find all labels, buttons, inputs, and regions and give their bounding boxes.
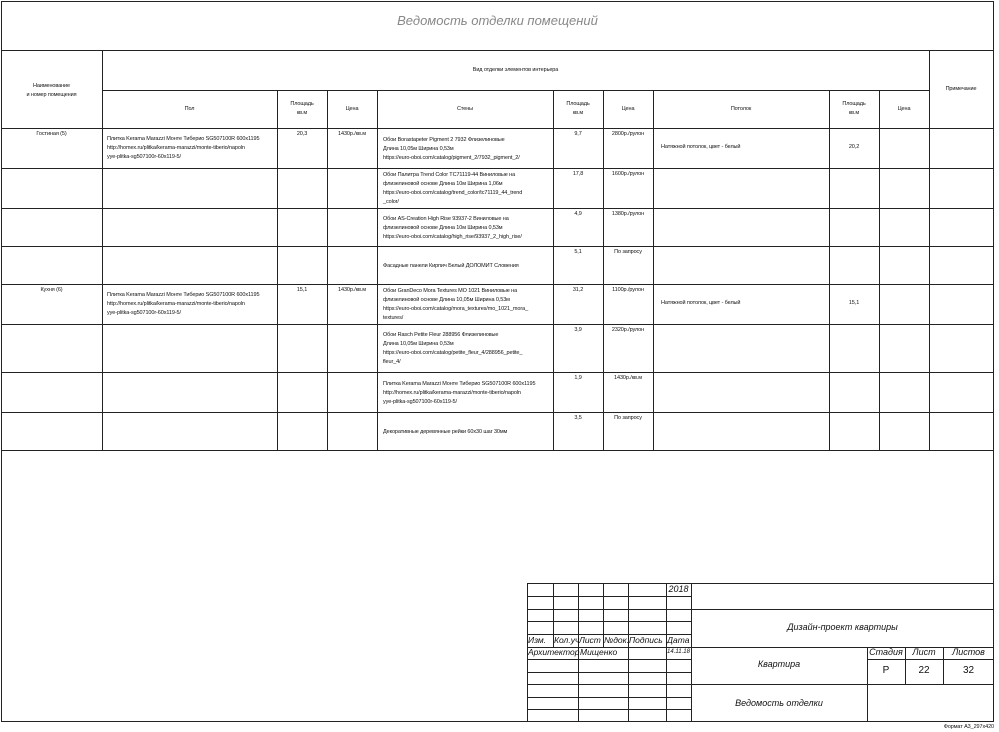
stamp-column-header: Подпись — [629, 635, 663, 645]
wall-material: Обои Rasch Petite Fleur 288956 Флизелиновые Длина 10,05м Ширина 0,53м https://euro-oboi.com/catalog/petite_fleur_4/288956_petite_ fleur_4/ — [383, 332, 523, 365]
grid-line — [603, 90, 604, 450]
grid-line — [1, 284, 994, 285]
stamp-column-header: Лист — [579, 635, 601, 645]
grid-line — [1, 50, 994, 51]
ceiling-material: Натяжной потолок, цвет - белый — [661, 300, 741, 306]
wall-material: Обои GranDeco Mora Textures MO 1021 Виниловые на флизелиновой основе Длина 10,05м Ширина 0,53м https://euro-oboi.com/catalog/mora_textures/mo_1021_mora_ textures/ — [383, 288, 529, 321]
wall-material: Обои AS-Creation High Rise 93937-2 Виниловые на флизелиновой основе Длина 10м Ширина 0,53м https://euro-oboi.com/catalog/high_rise/93937_2_high_rise/ — [383, 215, 522, 240]
header-price: Цена — [621, 106, 635, 112]
floor-price: 1430р./кв.м — [338, 131, 366, 137]
ceiling-area: 20,2 — [848, 144, 860, 150]
wall-price: По запросу — [614, 249, 642, 255]
wall-price: 1600р./рулон — [611, 171, 645, 177]
grid-line — [377, 90, 378, 450]
grid-line — [1, 372, 994, 373]
grid-line — [691, 609, 994, 610]
wall-area: 4,9 — [574, 211, 582, 217]
sheet-title: Ведомость отделки помещений — [397, 13, 598, 28]
floor-material: Плитка Kerama Marazzi Монте Тиберио SG507100R 600х1195 http://homex.ru/plitka/kerama-marazzi/monte-tiberio/napoln yye-plitka-sg507100r-60x119-5/ — [107, 136, 260, 160]
wall-area: 31,2 — [572, 287, 584, 293]
wall-price: 2320р./рулон — [611, 327, 645, 333]
grid-line — [1, 246, 994, 247]
stamp-column-header: Кол.уч — [554, 635, 580, 645]
grid-line — [527, 583, 994, 584]
grid-line — [929, 50, 930, 450]
wall-material: Декоративные деревянные рейки 60х30 шаг 30мм — [383, 428, 508, 435]
header-note: Примечание — [945, 86, 977, 92]
grid-line — [1, 128, 994, 129]
format-label: Формат А3_297х420 — [943, 724, 994, 730]
grid-line — [1, 168, 994, 169]
grid-line — [1, 1, 2, 722]
wall-price: 1100р./рулон — [612, 287, 644, 293]
grid-line — [993, 1, 994, 722]
stamp-person: Мищенко — [580, 647, 618, 657]
grid-line — [1, 450, 994, 451]
room-name: Кухня (6) — [40, 287, 63, 293]
header-price: Цена — [897, 106, 911, 112]
room-name: Гостиная (5) — [36, 131, 67, 137]
wall-area: 1,9 — [574, 375, 582, 381]
floor-price: 1430р./кв.м — [338, 287, 366, 293]
grid-line — [277, 90, 278, 450]
stamp-sheets-label: Листов — [952, 647, 985, 657]
ceiling-area: 15,1 — [848, 300, 860, 306]
wall-material: Обои Borastapeter Pigment 2 7932 Флизелиновые Длина 10,05м Ширина 0,53м https://euro-oboi.com/catalog/pigment_2/7932_pigment_2/ — [383, 136, 520, 161]
grid-line — [867, 647, 868, 721]
ceiling-material: Натяжной потолок, цвет - белый — [661, 144, 741, 150]
grid-line — [1, 324, 994, 325]
grid-line — [527, 721, 691, 722]
grid-line — [879, 90, 880, 450]
grid-line — [1, 208, 994, 209]
stamp-year: 2018 — [668, 584, 689, 594]
wall-area: 9,7 — [574, 131, 582, 137]
wall-area: 3,9 — [574, 327, 582, 333]
grid-line — [327, 90, 328, 450]
grid-line — [691, 684, 994, 685]
wall-area: 5,1 — [574, 249, 582, 255]
stamp-sheet-label: Лист — [912, 647, 936, 657]
grid-line — [578, 659, 579, 721]
grid-line — [1, 721, 994, 722]
floor-area: 15,1 — [296, 287, 308, 293]
wall-price: 1380р./рулон — [611, 211, 645, 217]
wall-price: По запросу — [614, 415, 642, 421]
floor-material: Плитка Kerama Marazzi Монте Тиберио SG507100R 600х1195 http://homex.ru/plitka/kerama-marazzi/monte-tiberio/napoln yye-plitka-sg507100r-60x119-5/ — [107, 292, 260, 316]
header-floor: Пол — [184, 106, 195, 112]
stamp-column-header: №док. — [604, 635, 630, 645]
stamp-project: Дизайн-проект квартиры — [787, 622, 898, 632]
wall-area: 17,8 — [572, 171, 584, 177]
grid-line — [1, 1, 994, 2]
stamp-stage: Р — [882, 665, 890, 676]
stamp-column-header: Дата — [667, 635, 690, 645]
header-price: Цена — [345, 106, 359, 112]
header-room: Наименование и номер помещения — [26, 83, 77, 98]
wall-area: 3,5 — [574, 415, 582, 421]
header-area: Площадь кв.м — [842, 101, 866, 116]
grid-line — [653, 90, 654, 450]
header-finish-group: Вид отделки элементов интерьера — [472, 67, 559, 73]
floor-area: 20,3 — [296, 131, 308, 137]
wall-material: Фасадные панели Кирпич Белый ДОЛОМИТ Словения — [383, 262, 519, 269]
wall-price: 2800р./рулон — [611, 131, 645, 137]
wall-material: Обои Палитра Trend Color TC71119-44 Виниловые на флизелиновой основе Длина 10м Ширина 1,06м https://euro-oboi.com/catalog/trend_color/tc71119_44_trend _color/ — [383, 172, 523, 205]
stamp-stage-label: Стадия — [869, 647, 903, 657]
stamp-sheet: 22 — [918, 665, 930, 676]
stamp-sheet-title: Ведомость отделки — [735, 698, 823, 708]
header-area: Площадь кв.м — [566, 101, 590, 116]
header-ceiling: Потолок — [730, 106, 752, 112]
header-walls: Стены — [457, 106, 473, 112]
header-area: Площадь кв.м — [290, 101, 314, 116]
grid-line — [102, 90, 929, 91]
grid-line — [1, 412, 994, 413]
wall-material: Плитка Kerama Marazzi Монте Тиберио SG507100R 600х1195 http://homex.ru/plitka/kerama-marazzi/monte-tiberio/napoln yye-plitka-sg507100r-60x119-5/ — [383, 380, 536, 405]
stamp-sheets: 32 — [962, 665, 975, 676]
stamp-column-header: Изм. — [528, 635, 547, 645]
stamp-role: Архитектор — [528, 647, 580, 657]
grid-line — [553, 90, 554, 450]
stamp-date: 14.11.18 — [667, 649, 690, 655]
stamp-object: Квартира — [757, 659, 801, 669]
wall-price: 1430р./кв.м — [614, 375, 642, 381]
grid-line — [867, 659, 994, 660]
